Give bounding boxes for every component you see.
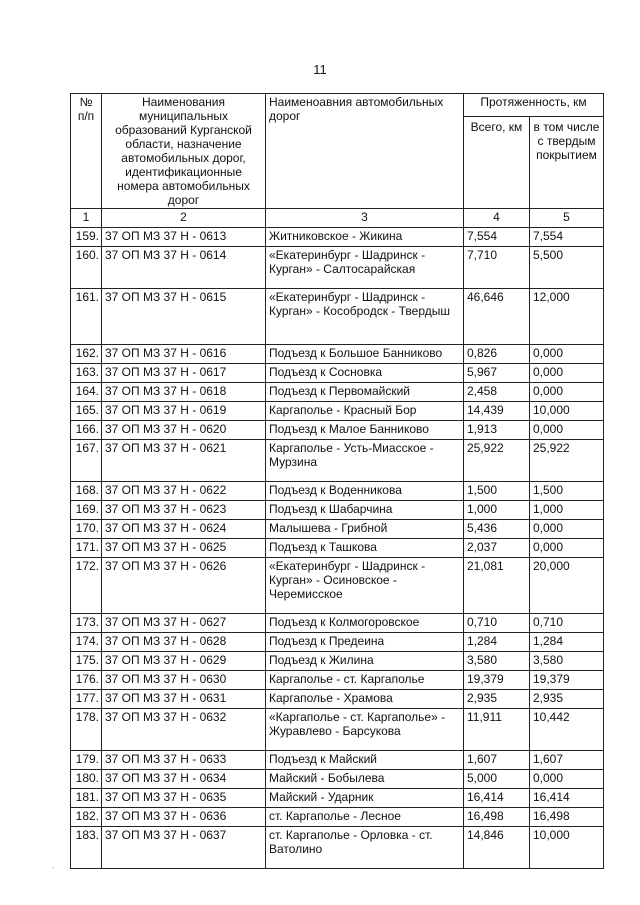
table-row [71, 383, 604, 402]
header-municipal: Наименования муниципальных образований Курганской области, назначение автомобильных дорог, идентификационные номера автомобильных дорог [102, 94, 266, 209]
length-paved: 1,607 [530, 751, 604, 770]
road-id: 37 ОП МЗ 37 Н - 0626 [102, 558, 266, 614]
length-paved: 16,498 [530, 808, 604, 827]
length-paved: 5,500 [530, 247, 604, 289]
road-id: 37 ОП МЗ 37 Н - 0625 [102, 539, 266, 558]
road-name: Подъезд к Сосновка [266, 364, 464, 383]
table-row [71, 633, 604, 652]
length-paved: 2,935 [530, 690, 604, 709]
road-id: 37 ОП МЗ 37 Н - 0628 [102, 633, 266, 652]
header-paved: в том числе с твердым покрытием [530, 117, 604, 209]
row-number: 173. [71, 614, 102, 633]
length-total: 16,498 [464, 808, 530, 827]
length-total: 2,458 [464, 383, 530, 402]
length-paved: 0,000 [530, 539, 604, 558]
road-name: Подъезд к Предеина [266, 633, 464, 652]
road-name: Каргаполье - Красный Бор [266, 402, 464, 421]
length-paved: 1,500 [530, 482, 604, 501]
road-id: 37 ОП МЗ 37 Н - 0633 [102, 751, 266, 770]
table-row [71, 402, 604, 421]
table-row [71, 558, 604, 614]
length-paved: 10,000 [530, 402, 604, 421]
length-paved: 0,000 [530, 383, 604, 402]
road-name: «Екатеринбург - Шадринск - Курган» - Кособродск - Твердыш [266, 289, 464, 345]
table-row [71, 345, 604, 364]
road-id: 37 ОП МЗ 37 Н - 0615 [102, 289, 266, 345]
length-paved: 7,554 [530, 228, 604, 247]
length-total: 21,081 [464, 558, 530, 614]
row-number: 174. [71, 633, 102, 652]
length-total: 2,037 [464, 539, 530, 558]
column-numbers-row [71, 209, 604, 228]
length-paved: 20,000 [530, 558, 604, 614]
row-number: 181. [71, 789, 102, 808]
row-number: 175. [71, 652, 102, 671]
road-id: 37 ОП МЗ 37 Н - 0631 [102, 690, 266, 709]
length-total: 0,826 [464, 345, 530, 364]
length-total: 7,710 [464, 247, 530, 289]
road-id: 37 ОП МЗ 37 Н - 0627 [102, 614, 266, 633]
road-name: Майский - Ударник [266, 789, 464, 808]
row-number: 182. [71, 808, 102, 827]
road-name: Подъезд к Большое Банниково [266, 345, 464, 364]
length-total: 14,439 [464, 402, 530, 421]
row-number: 176. [71, 671, 102, 690]
length-total: 5,436 [464, 520, 530, 539]
road-id: 37 ОП МЗ 37 Н - 0620 [102, 421, 266, 440]
road-id: 37 ОП МЗ 37 Н - 0616 [102, 345, 266, 364]
header-length: Протяженность, км [464, 94, 604, 117]
length-total: 1,284 [464, 633, 530, 652]
table-row [71, 751, 604, 770]
row-number: 169. [71, 501, 102, 520]
length-paved: 0,000 [530, 770, 604, 789]
road-id: 37 ОП МЗ 37 Н - 0636 [102, 808, 266, 827]
road-id: 37 ОП МЗ 37 Н - 0622 [102, 482, 266, 501]
length-total: 0,710 [464, 614, 530, 633]
length-paved: 0,000 [530, 345, 604, 364]
length-total: 25,922 [464, 440, 530, 482]
road-name: ст. Каргаполье - Орловка - ст. Ватолино [266, 827, 464, 869]
length-paved: 10,442 [530, 709, 604, 751]
row-number: 170. [71, 520, 102, 539]
row-number: 178. [71, 709, 102, 751]
road-name: Каргаполье - Храмова [266, 690, 464, 709]
table-row [71, 364, 604, 383]
table-row [71, 520, 604, 539]
road-name: Подъезд к Воденникова [266, 482, 464, 501]
road-id: 37 ОП МЗ 37 Н - 0635 [102, 789, 266, 808]
length-paved: 1,000 [530, 501, 604, 520]
table-row [71, 289, 604, 345]
row-number: 179. [71, 751, 102, 770]
road-id: 37 ОП МЗ 37 Н - 0637 [102, 827, 266, 869]
length-total: 3,580 [464, 652, 530, 671]
length-total: 7,554 [464, 228, 530, 247]
table-row [71, 709, 604, 751]
table-row [71, 247, 604, 289]
table-row [71, 421, 604, 440]
row-number: 160. [71, 247, 102, 289]
road-name: Каргаполье - Усть-Миасское - Мурзина [266, 440, 464, 482]
road-name: Подъезд к Колмогоровское [266, 614, 464, 633]
length-total: 16,414 [464, 789, 530, 808]
road-id: 37 ОП МЗ 37 Н - 0624 [102, 520, 266, 539]
table-row [71, 539, 604, 558]
row-number: 161. [71, 289, 102, 345]
road-id: 37 ОП МЗ 37 Н - 0630 [102, 671, 266, 690]
length-total: 1,607 [464, 751, 530, 770]
road-name: Малышева - Грибной [266, 520, 464, 539]
length-paved: 10,000 [530, 827, 604, 869]
road-name: «Екатеринбург - Шадринск - Курган» - Салтосарайская [266, 247, 464, 289]
page-number: 11 [313, 62, 327, 77]
header-row [71, 94, 604, 117]
roads-table [70, 93, 604, 869]
row-number: 172. [71, 558, 102, 614]
length-total: 5,967 [464, 364, 530, 383]
column-number: 5 [530, 209, 604, 228]
length-total: 19,379 [464, 671, 530, 690]
column-number: 2 [102, 209, 266, 228]
row-number: 165. [71, 402, 102, 421]
row-number: 163. [71, 364, 102, 383]
length-paved: 19,379 [530, 671, 604, 690]
row-number: 177. [71, 690, 102, 709]
row-number: 167. [71, 440, 102, 482]
length-paved: 3,580 [530, 652, 604, 671]
table-row [71, 827, 604, 869]
header-total: Всего, км [464, 117, 530, 209]
road-id: 37 ОП МЗ 37 Н - 0617 [102, 364, 266, 383]
length-paved: 1,284 [530, 633, 604, 652]
column-number: 3 [266, 209, 464, 228]
road-id: 37 ОП МЗ 37 Н - 0619 [102, 402, 266, 421]
row-number: 171. [71, 539, 102, 558]
length-paved: 0,000 [530, 520, 604, 539]
road-id: 37 ОП МЗ 37 Н - 0632 [102, 709, 266, 751]
length-total: 2,935 [464, 690, 530, 709]
table-row [71, 228, 604, 247]
road-id: 37 ОП МЗ 37 Н - 0618 [102, 383, 266, 402]
table-row [71, 671, 604, 690]
length-total: 1,913 [464, 421, 530, 440]
row-number: 164. [71, 383, 102, 402]
column-number: 4 [464, 209, 530, 228]
footer-mark: . [52, 860, 55, 870]
road-name: Подъезд к Первомайский [266, 383, 464, 402]
table-row [71, 652, 604, 671]
row-number: 168. [71, 482, 102, 501]
table-row [71, 440, 604, 482]
road-id: 37 ОП МЗ 37 Н - 0623 [102, 501, 266, 520]
table-row [71, 789, 604, 808]
road-name: Подъезд к Ташкова [266, 539, 464, 558]
length-total: 14,846 [464, 827, 530, 869]
length-paved: 0,000 [530, 421, 604, 440]
length-paved: 0,710 [530, 614, 604, 633]
road-name: Подъезд к Шабарчина [266, 501, 464, 520]
table-row [71, 690, 604, 709]
table-row [71, 501, 604, 520]
road-name: Подъезд к Майский [266, 751, 464, 770]
row-number: 183. [71, 827, 102, 869]
road-id: 37 ОП МЗ 37 Н - 0621 [102, 440, 266, 482]
table-row [71, 614, 604, 633]
length-paved: 12,000 [530, 289, 604, 345]
header-no: № п/п [71, 94, 102, 209]
length-paved: 0,000 [530, 364, 604, 383]
table-row [71, 808, 604, 827]
road-name: «Екатеринбург - Шадринск - Курган» - Осиновское - Черемисское [266, 558, 464, 614]
length-total: 1,500 [464, 482, 530, 501]
road-name: Житниковское - Жикина [266, 228, 464, 247]
row-number: 162. [71, 345, 102, 364]
row-number: 166. [71, 421, 102, 440]
road-id: 37 ОП МЗ 37 Н - 0634 [102, 770, 266, 789]
length-paved: 16,414 [530, 789, 604, 808]
road-id: 37 ОП МЗ 37 Н - 0629 [102, 652, 266, 671]
length-total: 11,911 [464, 709, 530, 751]
row-number: 159. [71, 228, 102, 247]
road-name: Подъезд к Малое Банниково [266, 421, 464, 440]
road-name: ст. Каргаполье - Лесное [266, 808, 464, 827]
road-name: Подъезд к Жилина [266, 652, 464, 671]
length-paved: 25,922 [530, 440, 604, 482]
header-road-name: Наименоавния автомобильных дорог [266, 94, 464, 209]
length-total: 1,000 [464, 501, 530, 520]
table-row [71, 482, 604, 501]
road-name: Майский - Бобылева [266, 770, 464, 789]
column-number: 1 [71, 209, 102, 228]
row-number: 180. [71, 770, 102, 789]
road-id: 37 ОП МЗ 37 Н - 0614 [102, 247, 266, 289]
road-name: Каргаполье - ст. Каргаполье [266, 671, 464, 690]
length-total: 46,646 [464, 289, 530, 345]
road-name: «Каргаполье - ст. Каргаполье» - Журавлево - Барсукова [266, 709, 464, 751]
table-row [71, 770, 604, 789]
road-id: 37 ОП МЗ 37 Н - 0613 [102, 228, 266, 247]
length-total: 5,000 [464, 770, 530, 789]
